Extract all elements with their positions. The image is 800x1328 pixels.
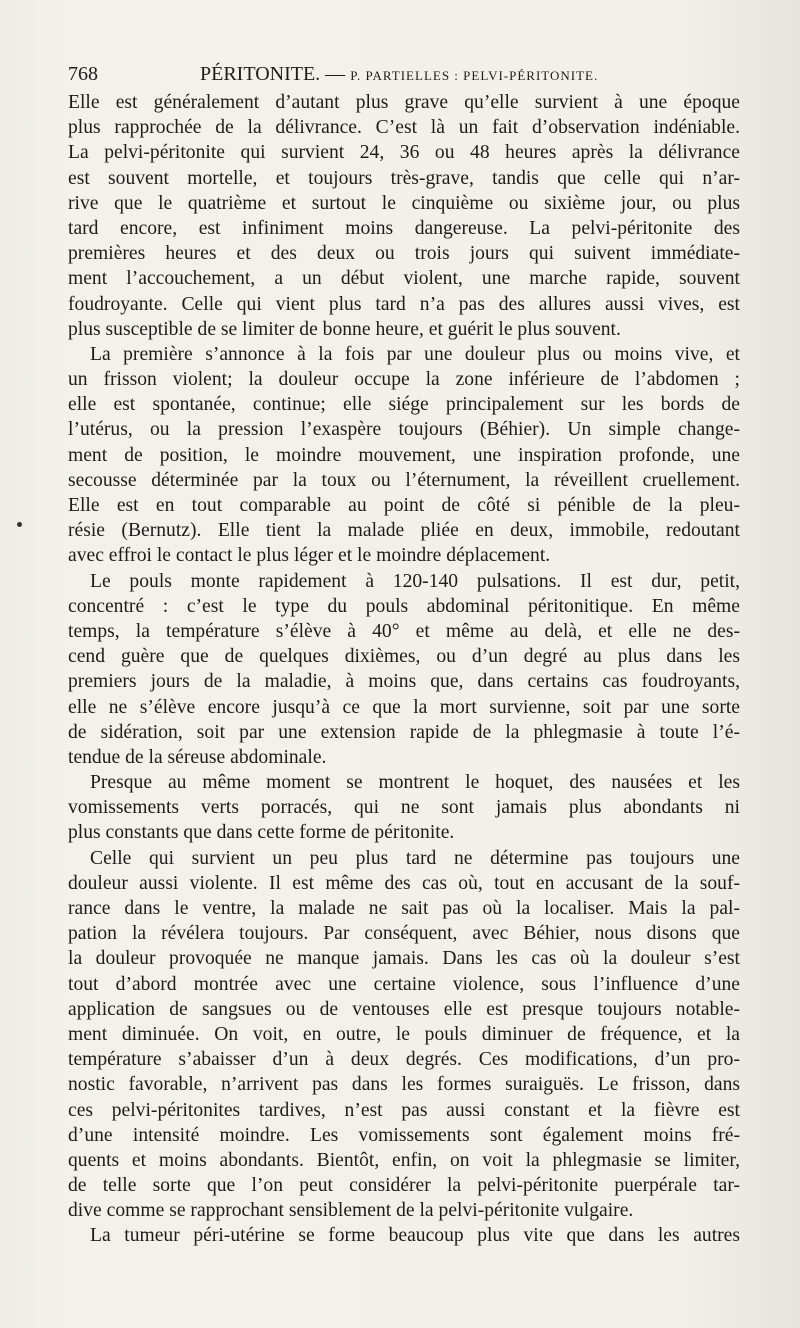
text-line: rive que le quatrième et surtout le cinquième ou sixième jour, ou plus (68, 192, 740, 214)
margin-mark (17, 522, 22, 527)
text-line: plus rapprochée de la délivrance. C’est là un fait d’observation indéniable. (68, 117, 740, 139)
text-line: Celle qui survient un peu plus tard ne détermine pas toujours une (90, 847, 740, 869)
text-line: La pelvi-péritonite qui survient 24, 36 ou 48 heures après la délivrance (68, 142, 740, 164)
text-line: foudroyante. Celle qui vient plus tard n’a pas des allures aussi vives, est (68, 293, 740, 315)
text-line: plus susceptible de se limiter de bonne heure, et guérit le plus souvent. (68, 318, 621, 340)
text-line: Elle est généralement d’autant plus grave qu’elle survient à une époque (68, 92, 740, 113)
text-line: nostic favorable, n’arrivent pas dans les formes suraiguës. Le frisson, dans (68, 1074, 740, 1096)
text-line: avec effroi le contact le plus léger et le moindre déplacement. (68, 545, 551, 567)
text-line: d’une intensité moindre. Les vomissements sont également moins fré- (68, 1124, 740, 1146)
text-line: pation la révélera toujours. Par conséquent, avec Béhier, nous disons que (68, 923, 740, 945)
running-title (200, 58, 598, 92)
text-line: Le pouls monte rapidement à 120-140 pulsations. Il est dur, petit, (90, 570, 740, 592)
text-line: tard encore, est infiniment moins dangereuse. La pelvi-péritonite des (68, 217, 740, 239)
text-line: elle est spontanée, continue; elle siége principalement sur les bords de (68, 394, 740, 416)
text-line: est souvent mortelle, et toujours très-grave, tandis que celle qui n’ar- (68, 167, 740, 189)
text-line: premiers jours de la maladie, à moins que, dans certains cas foudroyants, (68, 671, 740, 693)
text-line: de telle sorte que l’on peut considérer la pelvi-péritonite puerpérale tar- (68, 1175, 740, 1197)
page-number: 768 (68, 63, 98, 85)
text-line: dive comme se rapprochant sensiblement de la pelvi-péritonite vulgaire. (68, 1200, 634, 1222)
text-line: application de sangsues ou de ventouses elle est presque toujours notable- (68, 998, 740, 1020)
chapter-title: PÉRITONITE. — (200, 63, 346, 85)
text-line: plus constants que dans cette forme de péritonite. (68, 822, 455, 844)
body-text (68, 90, 740, 1249)
text-line: l’utérus, ou la pression l’exaspère toujours (Béhier). Un simple change- (68, 419, 740, 441)
text-line: de sidération, soit par une extension rapide de la phlegmasie à toute l’é- (68, 721, 740, 743)
text-line: la douleur provoquée ne manque jamais. Dans les cas où la douleur s’est (68, 948, 740, 970)
text-line: quents et moins abondants. Bientôt, enfin, on voit la phlegmasie se limiter, (68, 1149, 740, 1171)
text-line: un frisson violent; la douleur occupe la zone inférieure de l’abdomen ; (68, 369, 740, 391)
text-line: tout d’abord montrée avec une certaine violence, sous l’influence d’une (68, 973, 740, 995)
text-line: La tumeur péri-utérine se forme beaucoup plus vite que dans les autres (90, 1225, 740, 1247)
text-line: Elle est en tout comparable au point de côté si pénible de la pleu- (68, 495, 740, 516)
text-line: ment diminuée. On voit, en outre, le pouls diminuer de fréquence, et la (68, 1023, 740, 1045)
text-line: concentré : c’est le type du pouls abdominal péritonitique. En même (68, 595, 740, 617)
text-line: rance dans le ventre, la malade ne sait pas où la localiser. Mais la pal- (68, 898, 740, 919)
text-line: tendue de la séreuse abdominale. (68, 746, 327, 768)
text-line: résie (Bernutz). Elle tient la malade pliée en deux, immobile, redoutant (68, 520, 740, 542)
text-line: douleur aussi violente. Il est même des cas où, tout en accusant de la souf- (68, 872, 740, 894)
text-line: premières heures et des deux ou trois jours qui suivent immédiate- (68, 243, 740, 265)
text-line: La première s’annonce à la fois par une douleur plus ou moins vive, et (90, 343, 740, 365)
text-line: ces pelvi-péritonites tardives, n’est pas aussi constant et la fièvre est (68, 1099, 740, 1121)
section-subtitle: P. PARTIELLES : PELVI-PÉRITONITE. (350, 68, 599, 83)
running-header (68, 58, 740, 90)
text-line: ment de position, le moindre mouvement, une inspiration profonde, une (68, 444, 740, 466)
text-line: vomissements verts porracés, qui ne sont jamais plus abondants ni (68, 797, 740, 819)
text-line: cend guère que de quelques dixièmes, ou d’un degré au plus dans les (68, 646, 740, 668)
text-line: secousse déterminée par la toux ou l’éternument, la réveillent cruellement. (68, 469, 740, 491)
text-line: Presque au même moment se montrent le hoquet, des nausées et les (90, 772, 740, 794)
text-line: temps, la température s’élève à 40° et même au delà, et elle ne des- (68, 620, 740, 642)
text-line: température s’abaisser d’un à deux degrés. Ces modifications, d’un pro- (68, 1049, 740, 1071)
text-line: elle ne s’élève encore jusqu’à ce que la mort survienne, soit par une sorte (68, 696, 740, 718)
text-line: ment l’accouchement, a un début violent, une marche rapide, souvent (68, 268, 740, 290)
